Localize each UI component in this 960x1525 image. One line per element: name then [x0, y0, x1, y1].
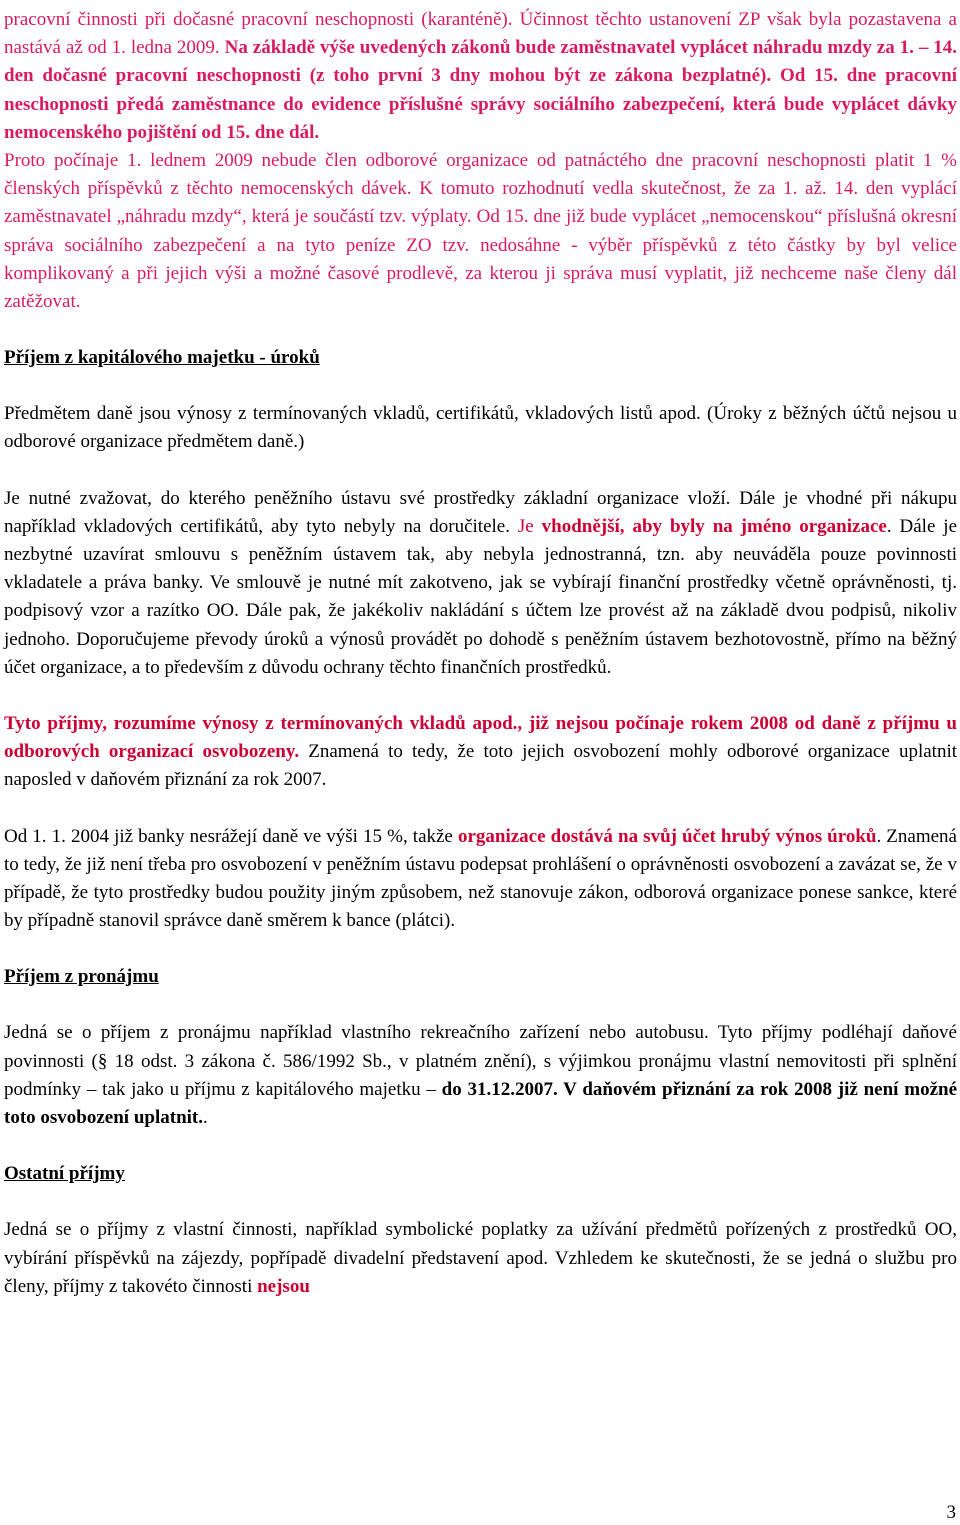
- capital-p2-text-b: Je: [517, 515, 542, 537]
- section-heading-other-income: Ostatní příjmy: [4, 1163, 125, 1185]
- capital-p4-text-c: . Znamená to tedy, že již není třeba pro osvobození v peněžním ústavu podepsat prohlášení o oprávněnosti osvobození a zavázat se, že v případě, že tyto prostředky budou použity jiným způsobem, než stanovuje zákon, odborová organizace ponese sankce, které by případně stanovil správce daně směrem k bance (plátci).: [4, 825, 957, 932]
- rental-text-a: Jedná se o příjem z pronájmu například vlastního rekreačního zařízení nebo autobusu. Tyto příjmy podléhají daňové povinnosti (§ 18 odst. 3 zákona č. 586/1992 Sb., v platném znění), s výjimkou pronájmu vlastní nemovitosti při splnění podmínky – tak jako u příjmu z kapitálového majetku –: [4, 1022, 957, 1100]
- capital-p3-text: Znamená to tedy, že toto jejich osvobození mohly odborové organizace uplatnit naposled v daňovém přiznání za rok 2007.: [4, 741, 958, 791]
- capital-paragraph-1: Předmětem daně jsou výnosy z termínovaných vkladů, certifikátů, vkladových listů apod. (Úroky z běžných účtů nejsou u odborové organizace předmětem daně.): [4, 403, 957, 453]
- page-number: 3: [946, 1502, 956, 1523]
- capital-paragraph-2: [4, 485, 957, 682]
- intro-paragraph-2: [4, 147, 957, 316]
- capital-p3-highlight: Tyto příjmy, rozumíme výnosy z termínovaných vkladů apod., již nejsou počínaje rokem 2008 od daně z příjmu u odborových organizací osvobozeny.: [4, 713, 957, 763]
- document-page: [4, 6, 957, 1301]
- capital-p2-text-d: . Dále je nezbytné uzavírat smlouvu s peněžním ústavem tak, aby nebyla jednostranná, tzn. aby neuváděla pouze povinnosti vkladatele a práva banky. Ve smlouvě je nutné mít zakotveno, jak se vybírají finanční prostředky včetně oprávněnosti, tj. podpisový vzor a razítko OO. Dále pak, že jakékoliv nakládání s účtem lze provést až na základě dvou podpisů, nikoliv jednoho. Doporučujeme převody úroků a výnosů provádět po dohodě s peněžním ústavem bezhotovostně, přímo na běžný účet organizace, a to především z důvodu ochrany těchto finančních prostředků.: [4, 515, 958, 678]
- capital-paragraph-4: [4, 823, 957, 936]
- intro-paragraph: [4, 6, 957, 147]
- intro-text-2: Proto počínaje 1. lednem 2009 nebude člen odborové organizace od patnáctého dne pracovní neschopnosti platit 1 % členských příspěvků z těchto nemocenských dávek. K tomuto rozhodnutí vedla skutečnost, že za 1. až. 14. den vyplácí zaměstnavatel „náhradu mzdy“, která je součástí tzv. výplaty. Od 15. dne již bude vyplácet „nemocenskou“ příslušná okresní správa sociálního zabezpečení a na tyto peníze ZO tzv. nedosáhne - výběr příspěvků z této částky by byl velice komplikovaný a při jejich výši a možné časové prodlevě, za kterou ji správa musí vyplatit, již nechceme naše členy dál zatěžovat.: [4, 150, 957, 313]
- rental-text-c: .: [203, 1107, 208, 1129]
- other-text-highlight: nejsou: [257, 1275, 310, 1297]
- intro-text-bold: Na základě výše uvedených zákonů bude zaměstnavatel vyplácet náhradu mzdy za 1. – 14. den dočasné pracovní neschopnosti (z toho první 3 dny mohou být ze zákona bezplatné). Od 15. dne pracovní neschopnosti předá zaměstnance do evidence příslušné správy sociálního zabezpečení, která bude vyplácet dávky nemocenského pojištění od 15. dne dál.: [4, 37, 958, 143]
- section-heading-rental-income: Příjem z pronájmu: [4, 966, 159, 988]
- rental-text-bold: do 31.12.2007. V daňovém přiznání za rok 2008 již není možné toto osvobození uplatnit.: [4, 1078, 957, 1129]
- section-heading-capital-income: Příjem z kapitálového majetku - úroků: [4, 347, 320, 369]
- intro-text-1: pracovní činnosti při dočasné pracovní neschopnosti (karanténě). Účinnost těchto ustanovení ZP však byla pozastavena a nastává až od 1. ledna 2009.: [4, 9, 957, 59]
- capital-p4-highlight: organizace dostává na svůj účet hrubý výnos úroků: [457, 825, 877, 847]
- capital-p2-highlight: vhodnější, aby byly na jméno organizace: [541, 515, 887, 537]
- capital-p4-text-a: Od 1. 1. 2004 již banky nesrážejí daně ve výši 15 %, takže: [4, 825, 458, 847]
- capital-paragraph-3: [4, 710, 957, 795]
- capital-p2-text-a: Je nutné zvažovat, do kterého peněžního ústavu své prostředky základní organizace vloží. Dále je vhodné při nákupu například vkladových certifikátů, aby tyto nebyly na doručitele.: [4, 487, 957, 537]
- other-income-paragraph: [4, 1216, 957, 1301]
- other-text-a: Jedná se o příjmy z vlastní činnosti, například symbolické poplatky za užívání předmětů pořízených z prostředků OO, vybírání příspěvků na zájezdy, popřípadě divadelní představení apod. Vzhledem ke skutečnosti, že se jedná o službu pro členy, příjmy z takovéto činnosti: [4, 1219, 957, 1297]
- rental-paragraph: [4, 1019, 957, 1132]
